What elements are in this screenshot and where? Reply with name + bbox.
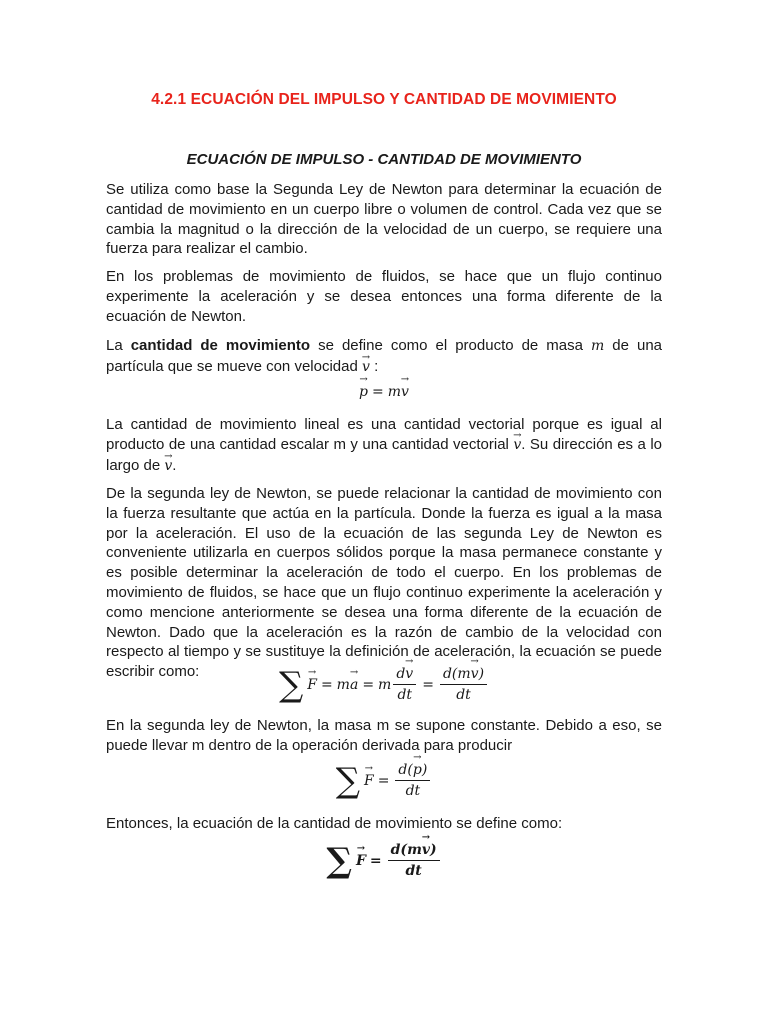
- eq-symbol: d(: [390, 842, 408, 858]
- eq-symbol: → v: [471, 666, 479, 682]
- eq-symbol: dt: [405, 783, 421, 799]
- eq-symbol: m: [378, 676, 392, 693]
- eq-symbol: dt: [456, 687, 471, 703]
- paragraph-newton-second-law: De la segunda ley de Newton, se puede relacionar la cantidad de movimiento con la fuerza resultante que actúa en la partícula. Donde la fuerza es igual a la masa por la aceleración. El uso de la ecuación de las segunda Ley de Newton es conveniente utilizarla en cuerpos sólidos porque la masa permanece constante y es posible determinar la aceleración de todo el cuerpo. En los problemas de movimiento de fluidos, se hace que un flujo continuo experimente la aceleración y como mencione anteriormente se desea una forma diferente de la ecuación de Newton. Dado que la aceleración es la razón de cambio de la velocidad con respecto al tiempo y se sustituye la definición de aceleración, la ecuación se puede escribir como:: [106, 485, 662, 681]
- math-vector: → v: [513, 436, 521, 456]
- eq-operator: =: [369, 852, 382, 869]
- eq-symbol: d: [396, 666, 406, 682]
- fraction: [395, 762, 430, 799]
- eq-symbol: m: [336, 676, 350, 693]
- equation-derivative-momentum: [0, 762, 768, 799]
- text-run: :: [369, 357, 379, 375]
- eq-symbol: d(: [442, 666, 458, 682]
- eq-operator: =: [320, 676, 333, 693]
- equation-momentum-final: [0, 842, 768, 879]
- fraction: [440, 666, 487, 703]
- eq-symbol: ): [421, 762, 428, 778]
- summation-symbol: ∑: [326, 840, 352, 881]
- math-symbol: m: [590, 338, 605, 354]
- section-heading: 4.2.1 ECUACIÓN DEL IMPULSO Y CANTIDAD DE MOVIMIENTO: [151, 91, 617, 108]
- bold-term: cantidad de movimiento: [130, 337, 311, 354]
- eq-operator: =: [372, 384, 384, 400]
- fraction: [393, 666, 416, 703]
- text-run: La cantidad de movimiento lineal es una cantidad vectorial porque es igual al producto de una cantidad escalar m y una cantidad vectorial: [106, 416, 662, 453]
- equation-force-sum: [0, 666, 768, 703]
- eq-symbol: → p: [413, 762, 422, 778]
- eq-symbol: ): [430, 842, 437, 858]
- eq-symbol: ): [478, 666, 485, 682]
- math-vector: → v: [164, 457, 172, 477]
- eq-symbol: → p: [359, 384, 368, 400]
- eq-operator: =: [422, 676, 434, 693]
- paragraph-definition: Entonces, la ecuación de la cantidad de movimiento se define como:: [106, 815, 563, 832]
- eq-symbol: → v: [401, 384, 409, 400]
- summation-symbol: ∑: [278, 664, 304, 705]
- eq-symbol: → F: [307, 677, 317, 693]
- eq-operator: =: [377, 772, 390, 789]
- text-run: La: [106, 337, 131, 354]
- equation-momentum: [0, 384, 768, 400]
- fraction: [388, 842, 440, 879]
- eq-symbol: → F: [364, 773, 374, 789]
- math-vector: → v: [362, 358, 370, 378]
- eq-symbol: dt: [397, 687, 413, 703]
- paragraph-fluids: En los problemas de movimiento de fluidos, se hace que un flujo continuo experimente la aceleración y se desea entonces una forma diferente de la ecuación de Newton.: [106, 268, 662, 325]
- eq-symbol: → v: [405, 666, 413, 682]
- paragraph-vector-quantity: [106, 415, 662, 476]
- eq-symbol: → a: [350, 677, 358, 693]
- eq-symbol: d(: [398, 762, 413, 778]
- summation-symbol: ∑: [335, 760, 360, 801]
- paragraph-intro: Se utiliza como base la Segunda Ley de Newton para determinar la ecuación de cantidad de movimiento en un cuerpo libre o volumen de control. Cada vez que se cambia la magnitud o la dirección de la velocidad de un cuerpo, se requiere una fuerza para realizar el cambio.: [106, 181, 662, 258]
- eq-symbol: m: [457, 666, 471, 682]
- text-run: de una partícula que se mueve con velocidad: [106, 337, 662, 375]
- eq-symbol: → F: [356, 853, 366, 869]
- section-subheading: ECUACIÓN DE IMPULSO - CANTIDAD DE MOVIMIENTO: [186, 151, 582, 168]
- eq-symbol: m: [387, 384, 402, 400]
- eq-operator: =: [362, 676, 375, 693]
- paragraph-constant-mass: En la segunda ley de Newton, la masa m se supone constante. Debido a eso, se puede llevar m dentro de la operación derivada para producir: [106, 717, 662, 754]
- text-run: se define como el producto de masa: [310, 337, 591, 354]
- paragraph-momentum-definition: [106, 336, 662, 378]
- text-run: .: [172, 456, 177, 474]
- eq-symbol: m: [407, 842, 422, 858]
- eq-symbol: → v: [422, 842, 430, 858]
- eq-symbol: dt: [405, 863, 422, 879]
- text-run: . Su dirección es a lo largo de: [106, 435, 662, 474]
